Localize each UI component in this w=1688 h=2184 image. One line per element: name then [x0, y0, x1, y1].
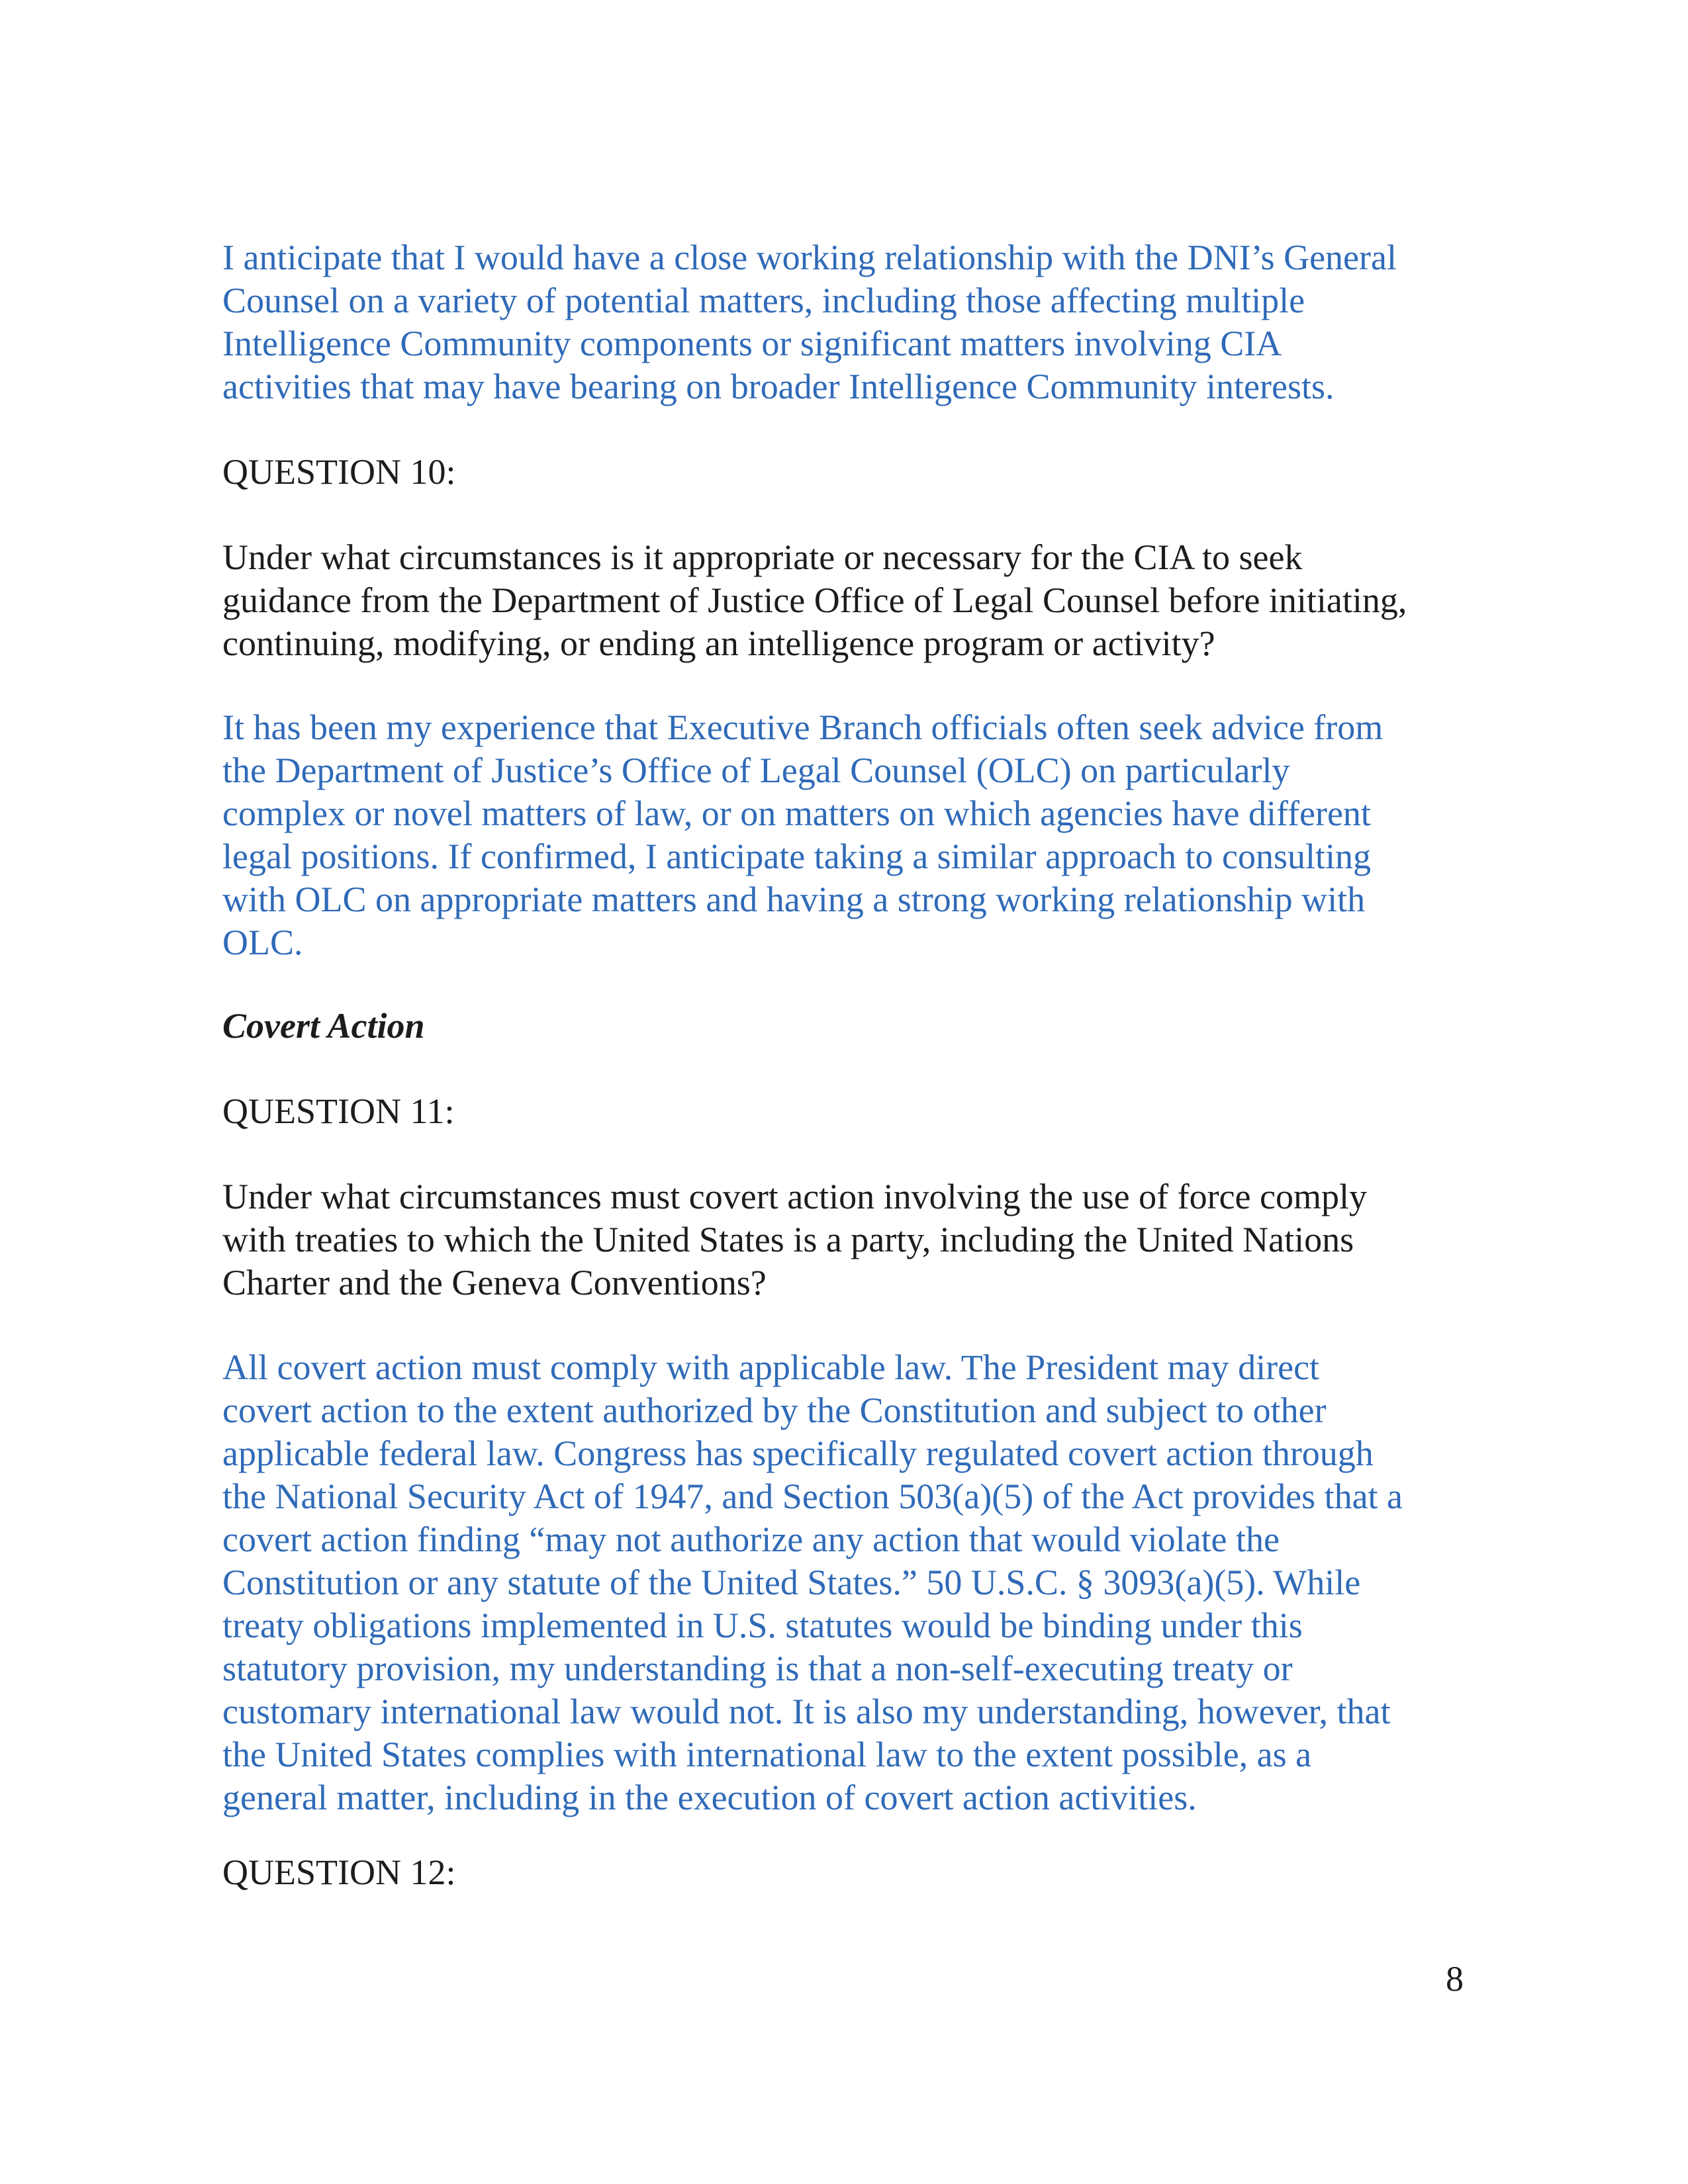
question-11-label: QUESTION 11:: [222, 1091, 455, 1131]
question-10-text: Under what circumstances is it appropriate or necessary for the CIA to seek guidance from the Department of Justice Office of Legal Counsel before initiating, continuing, modifying, or ending an intelligence program or activity?: [222, 537, 1407, 663]
answer-10: It has been my experience that Executive Branch officials often seek advice from the Department of Justice’s Office of Legal Counsel (OLC) on particularly complex or novel matters of law, or on matters on which agencies have different legal positions. If confirmed, I anticipate taking a similar approach to consulting with OLC on appropriate matters and having a strong working relationship with OLC.: [222, 707, 1383, 962]
question-11-text: Under what circumstances must covert action involving the use of force comply with treaties to which the United States is a party, including the United Nations Charter and the Geneva Conventions?: [222, 1177, 1367, 1302]
question-10-label: QUESTION 10:: [222, 452, 456, 492]
section-heading-covert-action: Covert Action: [222, 1006, 425, 1046]
question-12-label: QUESTION 12:: [222, 1852, 456, 1892]
answer-9-continued: I anticipate that I would have a close working relationship with the DNI’s General Counsel on a variety of potential matters, including those affecting multiple Intelligence Community components or significant matters involving CIA activities that may have bearing on broader Intelligence Community interests.: [222, 238, 1397, 406]
page-number: 8: [1446, 1959, 1464, 1999]
answer-11: All covert action must comply with applicable law. The President may direct covert action to the extent authorized by the Constitution and subject to other applicable federal law. Congress has specifically regulated covert action through the National Security Act of 1947, and Section 503(a)(5) of the Act provides that a covert action finding “may not authorize any action that would violate the Constitution or any statute of the United States.” 50 U.S.C. § 3093(a)(5). While treaty obligations implemented in U.S. statutes would be binding under this statutory provision, my understanding is that a non-self-executing treaty or customary international law would not. It is also my understanding, however, that the United States complies with international law to the extent possible, as a general matter, including in the execution of covert action activities.: [222, 1347, 1403, 1817]
